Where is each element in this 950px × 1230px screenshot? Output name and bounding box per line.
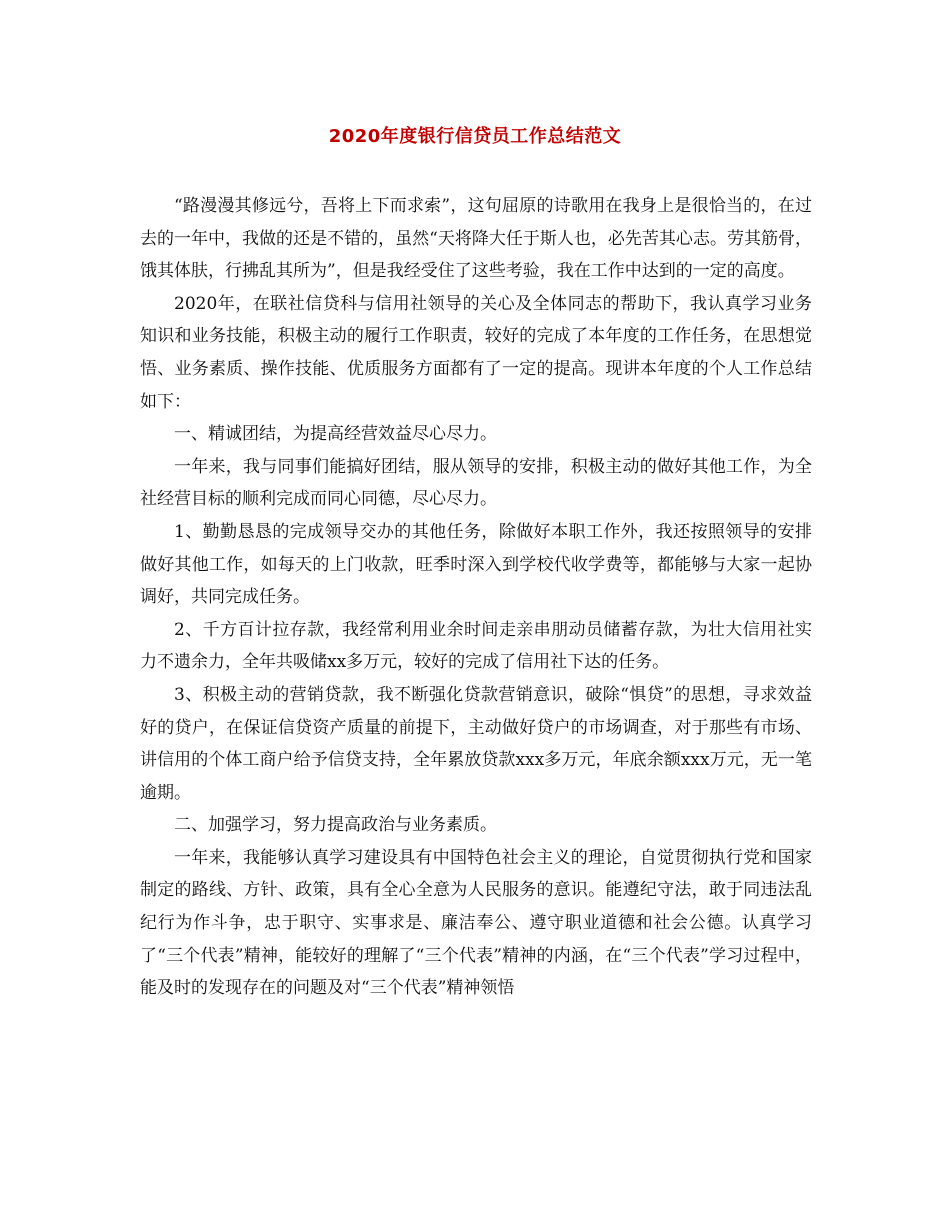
paragraph-overview: 2020年，在联社信贷科与信用社领导的关心及全体同志的帮助下，我认真学习业务知识和业务技能，积极主动的履行工作职责，较好的完成了本年度的工作任务，在思想觉悟、业务素质、操作技能、优质服务方面都有了一定的提高。现讲本年度的个人工作总结如下： bbox=[140, 293, 812, 412]
list-item-2: 2、千方百计拉存款，我经常利用业余时间走亲串朋动员储蓄存款，为壮大信用社实力不遗余力，全年共吸储xx多万元，较好的完成了信用社下达的任务。 bbox=[140, 619, 812, 673]
list-item-1: 1、勤勤恳恳的完成领导交办的其他任务，除做好本职工作外，我还按照领导的安排做好其他工作，如每天的上门收款，旺季时深入到学校代收学费等，都能够与大家一起协调好，共同完成任务。 bbox=[140, 521, 812, 608]
section-heading-1: 一、精诚团结，为提高经营效益尽心尽力。 bbox=[174, 424, 497, 445]
section-heading-2: 二、加强学习，努力提高政治与业务素质。 bbox=[174, 815, 497, 836]
paragraph-section-2: 一年来，我能够认真学习建设具有中国特色社会主义的理论，自觉贯彻执行党和国家制定的路线、方针、政策，具有全心全意为人民服务的意识。能遵纪守法，敢于同违法乱纪行为作斗争，忠于职守、实事求是、廉洁奉公、遵守职业道德和社会公德。认真学习了“三个代表”精神，能较好的理解了“三个代表”精神的内涵，在“三个代表”学习过程中，能及时的发现存在的问题及对“三个代表”精神领悟 bbox=[140, 847, 812, 999]
list-item-3: 3、积极主动的营销贷款，我不断强化贷款营销意识，破除“惧贷”的思想，寻求效益好的贷户，在保证信贷资产质量的前提下，主动做好贷户的市场调查，对于那些有市场、讲信用的个体工商户给予信贷支持，全年累放贷款xxx多万元，年底余额xxx万元，无一笔逾期。 bbox=[140, 684, 812, 803]
document-title: 2020年度银行信贷员工作总结范文 bbox=[328, 126, 622, 147]
document-body bbox=[140, 190, 812, 1005]
paragraph-intro: “路漫漫其修远兮，吾将上下而求索”，这句屈原的诗歌用在我身上是很恰当的，在过去的一年中，我做的还是不错的，虽然“天将降大任于斯人也，必先苦其心志。劳其筋骨，饿其体肤，行拂乱其所为”，但是我经受住了这些考验，我在工作中达到的一定的高度。 bbox=[140, 196, 812, 282]
paragraph-section-1: 一年来，我与同事们能搞好团结，服从领导的安排，积极主动的做好其他工作，为全社经营目标的顺利完成而同心同德，尽心尽力。 bbox=[140, 456, 812, 510]
